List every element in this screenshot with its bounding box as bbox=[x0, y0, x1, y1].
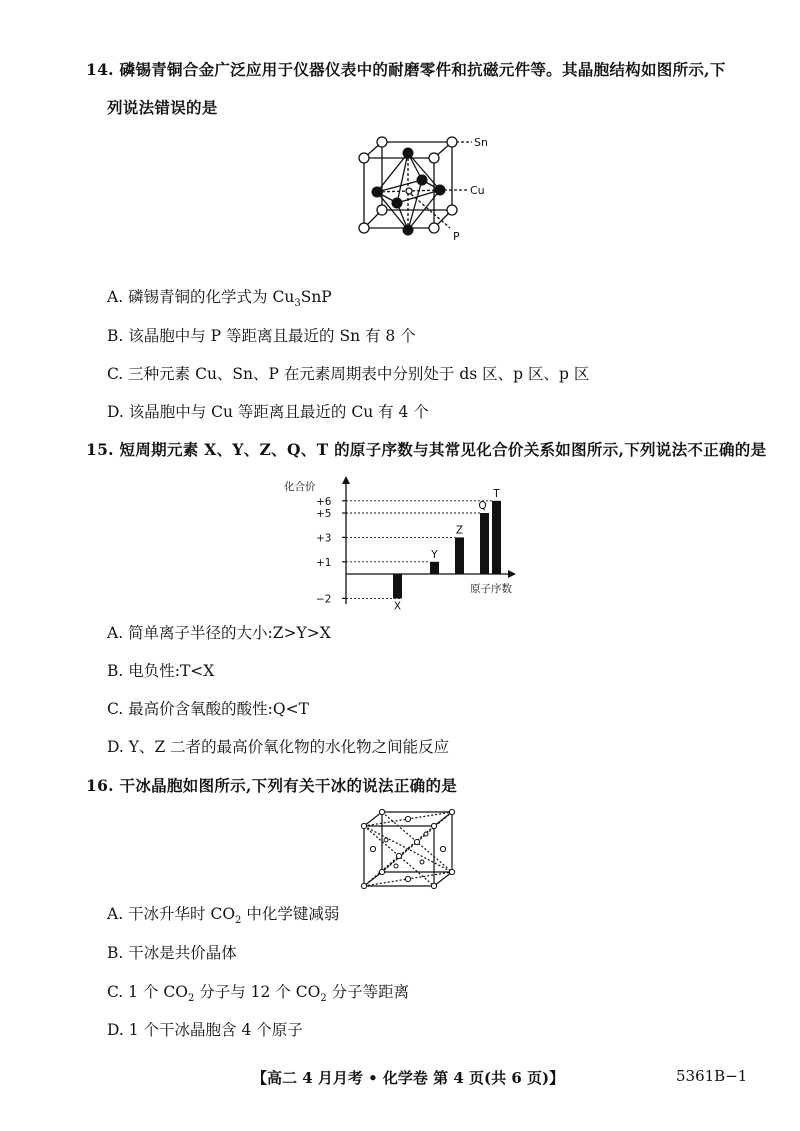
x-axis-label: 原子序数 bbox=[470, 583, 512, 595]
y-axis-arrow bbox=[342, 476, 350, 484]
q16-option-b: B. 干冰是共价晶体 bbox=[107, 944, 237, 962]
q15-option-c: C. 最高价含氧酸的酸性:Q<T bbox=[107, 700, 309, 718]
q15-option-d: D. Y、Z 二者的最高价氧化物的水化物之间能反应 bbox=[107, 738, 450, 756]
y-tick-label: +1 bbox=[316, 556, 332, 569]
y-axis-label: 化合价 bbox=[284, 481, 316, 493]
bar-z bbox=[455, 537, 464, 574]
paper-code: 5361B−1 bbox=[676, 1067, 748, 1085]
bar-label: X bbox=[393, 600, 402, 613]
y-tick-label: −2 bbox=[316, 593, 332, 606]
bar-t bbox=[492, 501, 501, 574]
q15-option-a: A. 简单离子半径的大小:Z>Y>X bbox=[107, 624, 331, 642]
bar-label: T bbox=[493, 487, 500, 500]
x-axis-arrow bbox=[508, 570, 516, 578]
q14-option-a: A. 磷锡青铜的化学式为 $Cu_3SnP$ bbox=[107, 288, 332, 310]
q16-option-c: C. 1 个 $CO_2$ 分子与 12 个 $CO_2$ 分子等距离 bbox=[107, 983, 410, 1005]
q16-option-a: A. 干冰升华时 $CO_2$ 中化学键减弱 bbox=[107, 905, 340, 927]
q14-option-c: C. 三种元素 Cu、Sn、P 在元素周期表中分别处于 ds 区、p 区、p 区 bbox=[107, 365, 590, 383]
q15-option-b: B. 电负性:T<X bbox=[107, 662, 215, 680]
q16-stem: 16. 干冰晶胞如图所示,下列有关干冰的说法正确的是 bbox=[86, 776, 458, 795]
q15-stem: 15. 短周期元素 X、Y、Z、Q、T 的原子序数与其常见化合价关系如图所示,下列说法不正确的是 bbox=[86, 440, 767, 459]
bar-label: Z bbox=[455, 524, 464, 537]
bar-q bbox=[480, 513, 489, 574]
q16-option-d: D. 1 个干冰晶胞含 4 个原子 bbox=[107, 1021, 303, 1039]
page-footer: 【高二 4 月月考 • 化学卷 第 4 页(共 6 页)】 bbox=[252, 1069, 565, 1087]
q14-option-d: D. 该晶胞中与 Cu 等距离且最近的 Cu 有 4 个 bbox=[107, 403, 429, 421]
p-label: P bbox=[453, 230, 460, 243]
q14-option-b: B. 该晶胞中与 P 等距离且最近的 Sn 有 8 个 bbox=[107, 327, 416, 345]
y-tick-label: +5 bbox=[316, 508, 332, 520]
bar-x bbox=[393, 574, 402, 598]
bar-y bbox=[430, 562, 439, 574]
y-tick-label: +6 bbox=[316, 495, 332, 508]
bar-label: Y bbox=[431, 548, 438, 561]
q14-stem-line2: 列说法错误的是 bbox=[107, 98, 218, 117]
q16-dry-ice-figure bbox=[356, 806, 462, 892]
q14-stem-line1: 14. 磷锡青铜合金广泛应用于仪器仪表中的耐磨零件和抗磁元件等。其晶胞结构如图所示,下 bbox=[86, 60, 726, 79]
q14-crystal-figure bbox=[350, 128, 500, 256]
q15-valence-chart bbox=[284, 474, 530, 614]
y-tick-label: +3 bbox=[316, 532, 332, 545]
cu-label: Cu bbox=[470, 184, 485, 197]
bar-label: Q bbox=[478, 500, 487, 512]
sn-label: Sn bbox=[474, 136, 488, 149]
